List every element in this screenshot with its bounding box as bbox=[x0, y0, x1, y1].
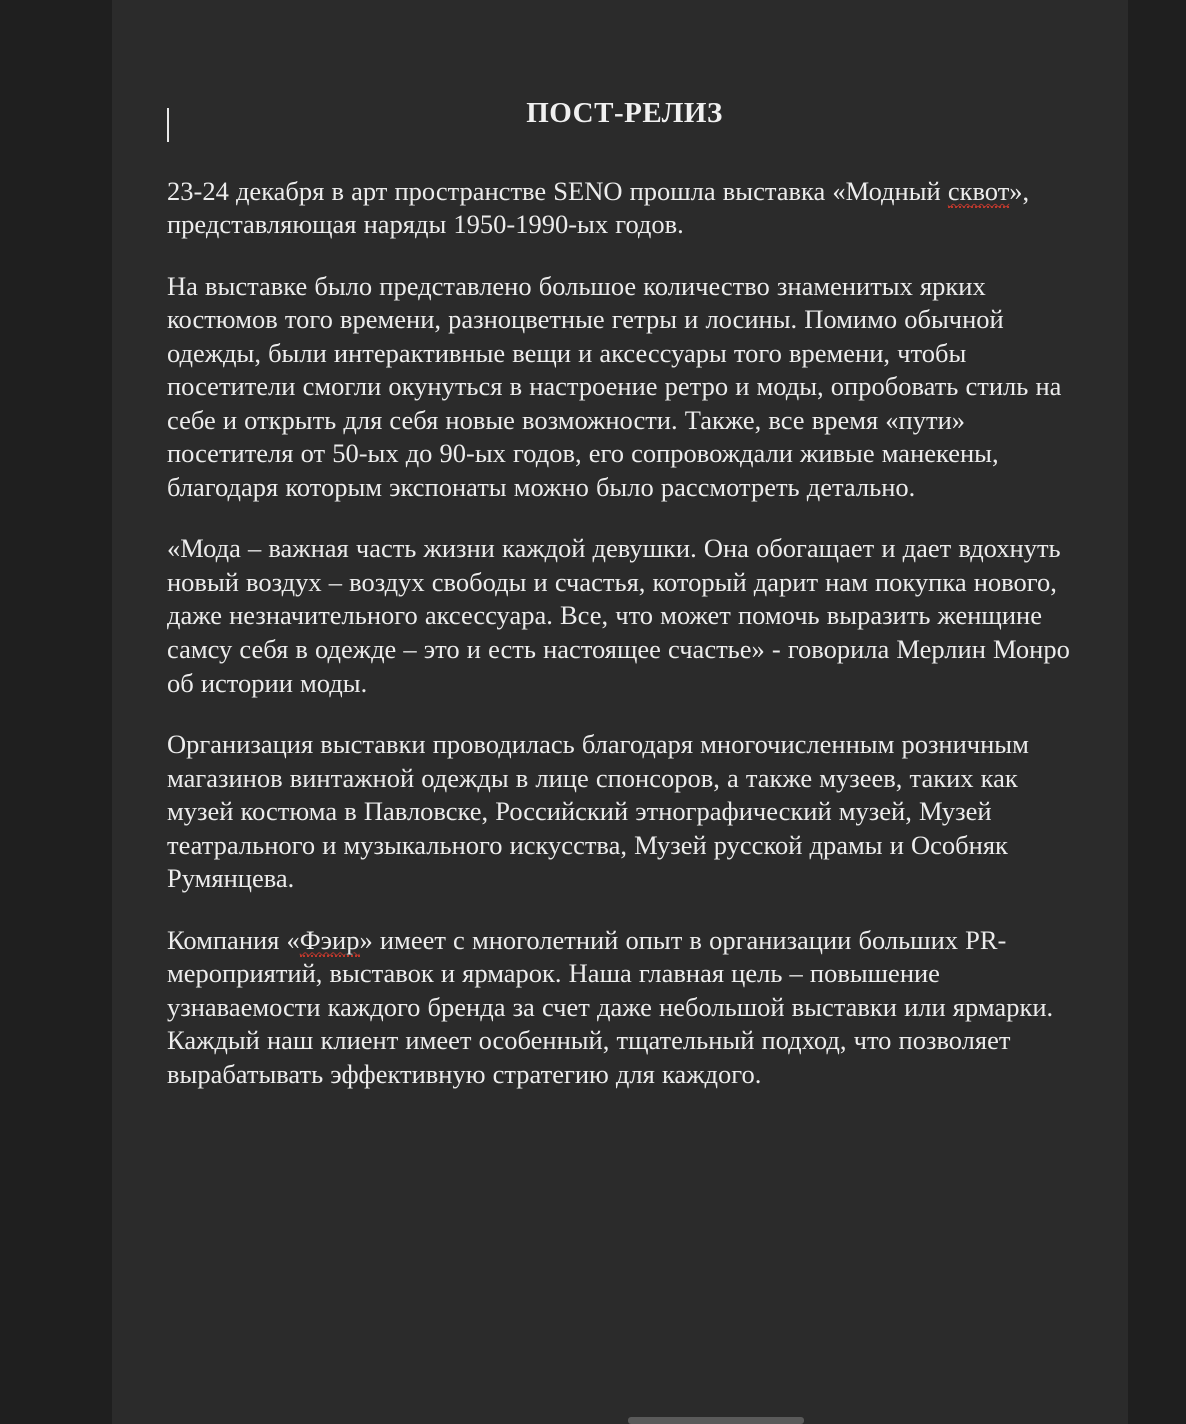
left-gutter bbox=[0, 0, 112, 1424]
page-title: ПОСТ-РЕЛИЗ bbox=[526, 97, 723, 129]
spellcheck-word: Фэир bbox=[299, 924, 360, 955]
paragraph-list bbox=[167, 175, 1082, 1091]
document-canvas[interactable] bbox=[112, 0, 1128, 1424]
spellcheck-word: сквот bbox=[947, 175, 1010, 206]
document-paragraph bbox=[167, 924, 1082, 1092]
text-run: «Мода – важная часть жизни каждой девушки. Она обогащает и дает вдохнуть новый воздух – воздух свободы и счастья, который дарит нам покупка нового, даже незначительного аксессуара. Все, что может помочь выразить женщине самсу себя в одежде – это и есть настоящее счастье» - говорила Мерлин Монро об истории моды. bbox=[167, 533, 1070, 698]
right-gutter bbox=[1128, 0, 1186, 1424]
text-run: » имеет с многолетний опыт в организации больших PR-мероприятий, выставок и ярмарок. Наша главная цель – повышение узнаваемости каждого бренда за счет даже небольшой выставки или ярмарки. Каждый наш клиент имеет особенный, тщательный подход, что позволяет вырабатывать эффективную стратегию для каждого. bbox=[167, 924, 1054, 1089]
document-paragraph bbox=[167, 728, 1082, 896]
text-run: », представляющая наряды 1950-1990-ых годов. bbox=[167, 175, 1030, 240]
horizontal-scrollbar[interactable] bbox=[628, 1417, 804, 1424]
text-run: Организация выставки проводилась благодаря многочисленным розничным магазинов винтажной одежды в лице спонсоров, а также музеев, таких как музей костюма в Павловске, Российский этнографический музей, Музей театрального и музыкального искусства, Музей русской драмы и Особняк Румянцева. bbox=[167, 729, 1029, 894]
text-run: На выставке было представлено большое количество знаменитых ярких костюмов того времени, разноцветные гетры и лосины. Помимо обычной одежды, были интерактивные вещи и аксессуары того времени, чтобы посетители смогли окунуться в настроение ретро и моды, опробовать стиль на себе и открыть для себя новые возможности. Также, все время «пути» посетителя от 50-ых до 90-ых годов, его сопровождали живые манекены, благодаря которым экспонаты можно было рассмотреть детально. bbox=[167, 270, 1062, 502]
document-paragraph bbox=[167, 532, 1082, 700]
document-body[interactable] bbox=[167, 96, 1082, 1091]
document-paragraph bbox=[167, 175, 1082, 242]
text-run: 23-24 декабря в арт пространстве SENO прошла выставка «Модный bbox=[167, 175, 948, 206]
text-run: Компания « bbox=[167, 924, 300, 955]
document-paragraph bbox=[167, 270, 1082, 505]
